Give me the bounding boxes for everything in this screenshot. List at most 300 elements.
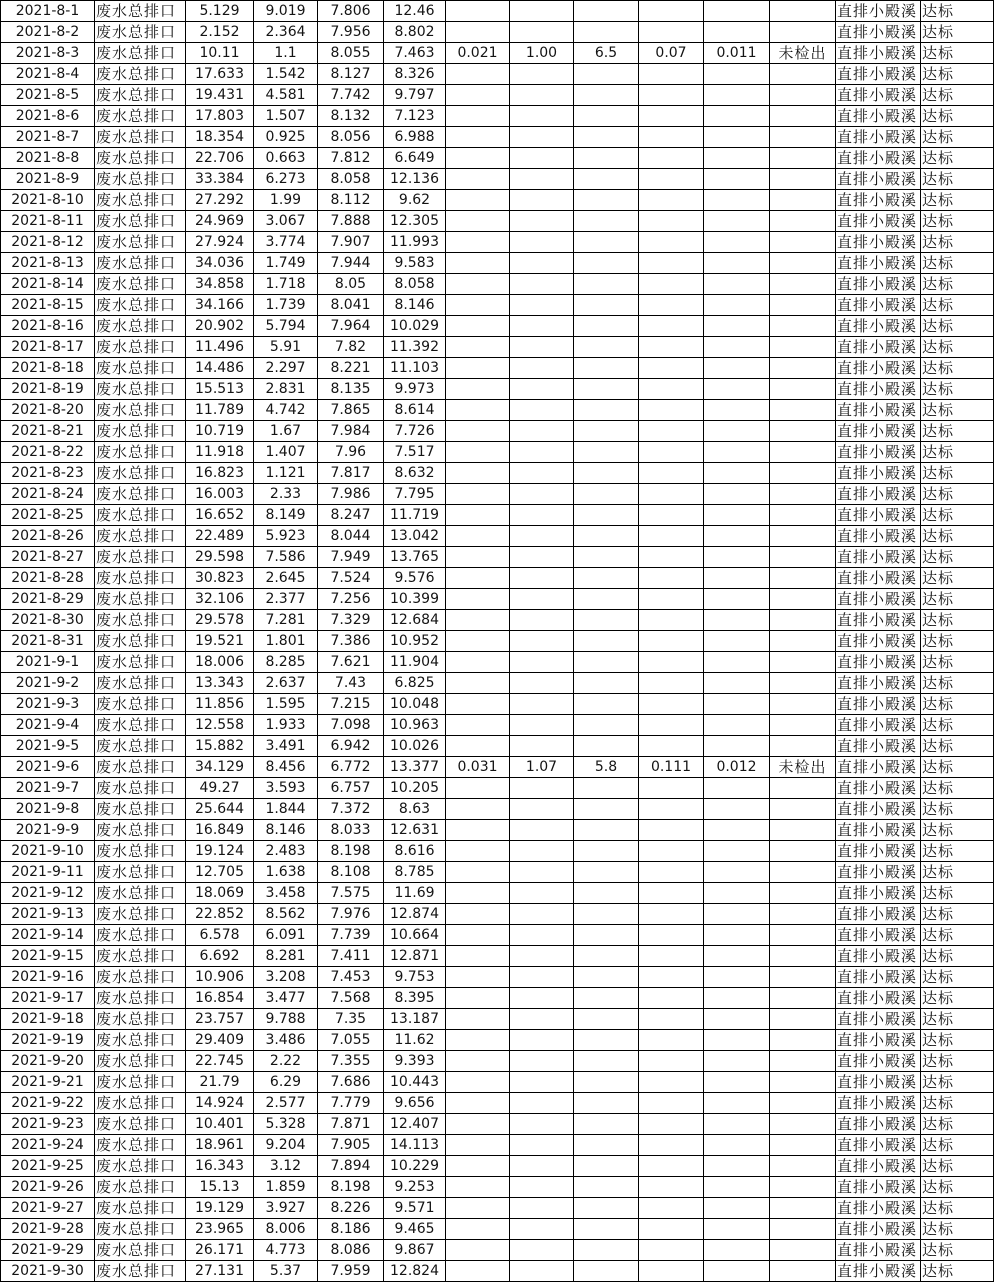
cell-value1[interactable]: 22.489	[186, 526, 254, 547]
cell-value8[interactable]	[639, 652, 704, 673]
cell-value1[interactable]: 11.789	[186, 400, 254, 421]
cell-value7[interactable]	[574, 1261, 639, 1282]
cell-value3[interactable]: 8.055	[318, 43, 384, 64]
cell-value7[interactable]	[574, 1135, 639, 1156]
cell-value9[interactable]	[704, 295, 770, 316]
cell-value5[interactable]	[446, 925, 510, 946]
cell-value8[interactable]	[639, 694, 704, 715]
cell-value9[interactable]	[704, 568, 770, 589]
cell-value5[interactable]	[446, 1009, 510, 1030]
cell-value4[interactable]: 11.719	[384, 505, 446, 526]
cell-date[interactable]: 2021-8-2	[1, 22, 95, 43]
cell-value6[interactable]	[510, 967, 574, 988]
cell-value5[interactable]	[446, 736, 510, 757]
cell-discharge[interactable]: 直排小殿溪	[836, 232, 921, 253]
cell-value9[interactable]	[704, 1198, 770, 1219]
cell-value3[interactable]: 8.041	[318, 295, 384, 316]
cell-value2[interactable]: 9.788	[254, 1009, 318, 1030]
cell-value4[interactable]: 10.664	[384, 925, 446, 946]
cell-value3[interactable]: 7.949	[318, 547, 384, 568]
cell-value8[interactable]	[639, 379, 704, 400]
cell-discharge[interactable]: 直排小殿溪	[836, 400, 921, 421]
cell-date[interactable]: 2021-8-16	[1, 316, 95, 337]
cell-value4[interactable]: 13.042	[384, 526, 446, 547]
cell-value8[interactable]	[639, 799, 704, 820]
cell-discharge[interactable]: 直排小殿溪	[836, 568, 921, 589]
cell-discharge[interactable]: 直排小殿溪	[836, 274, 921, 295]
cell-value8[interactable]	[639, 1219, 704, 1240]
cell-value7[interactable]	[574, 190, 639, 211]
cell-standard[interactable]: 达标	[921, 43, 994, 64]
cell-discharge[interactable]: 直排小殿溪	[836, 841, 921, 862]
cell-value9[interactable]	[704, 778, 770, 799]
cell-value1[interactable]: 24.969	[186, 211, 254, 232]
cell-value5[interactable]	[446, 673, 510, 694]
cell-standard[interactable]: 达标	[921, 799, 994, 820]
cell-value3[interactable]: 8.108	[318, 862, 384, 883]
cell-standard[interactable]: 达标	[921, 589, 994, 610]
cell-value2[interactable]: 2.637	[254, 673, 318, 694]
cell-standard[interactable]: 达标	[921, 442, 994, 463]
cell-value8[interactable]	[639, 421, 704, 442]
cell-detect[interactable]	[770, 85, 836, 106]
cell-value1[interactable]: 34.858	[186, 274, 254, 295]
cell-outlet[interactable]: 废水总排口	[95, 925, 186, 946]
cell-value7[interactable]	[574, 736, 639, 757]
cell-value1[interactable]: 19.431	[186, 85, 254, 106]
cell-discharge[interactable]: 直排小殿溪	[836, 190, 921, 211]
cell-outlet[interactable]: 废水总排口	[95, 106, 186, 127]
cell-detect[interactable]	[770, 526, 836, 547]
cell-value2[interactable]: 1.407	[254, 442, 318, 463]
cell-value3[interactable]: 8.044	[318, 526, 384, 547]
cell-value1[interactable]: 18.006	[186, 652, 254, 673]
cell-standard[interactable]: 达标	[921, 568, 994, 589]
cell-value3[interactable]: 7.372	[318, 799, 384, 820]
cell-date[interactable]: 2021-9-19	[1, 1030, 95, 1051]
cell-standard[interactable]: 达标	[921, 190, 994, 211]
cell-value6[interactable]	[510, 1240, 574, 1261]
cell-value9[interactable]	[704, 64, 770, 85]
cell-value4[interactable]: 6.649	[384, 148, 446, 169]
cell-value5[interactable]	[446, 904, 510, 925]
cell-discharge[interactable]: 直排小殿溪	[836, 358, 921, 379]
cell-value7[interactable]	[574, 820, 639, 841]
cell-value4[interactable]: 12.631	[384, 820, 446, 841]
cell-value6[interactable]	[510, 736, 574, 757]
cell-value6[interactable]	[510, 148, 574, 169]
cell-value7[interactable]	[574, 652, 639, 673]
cell-value1[interactable]: 16.849	[186, 820, 254, 841]
cell-date[interactable]: 2021-8-5	[1, 85, 95, 106]
cell-value7[interactable]	[574, 316, 639, 337]
cell-value5[interactable]	[446, 778, 510, 799]
cell-value1[interactable]: 16.823	[186, 463, 254, 484]
cell-value8[interactable]	[639, 442, 704, 463]
cell-outlet[interactable]: 废水总排口	[95, 85, 186, 106]
cell-date[interactable]: 2021-8-4	[1, 64, 95, 85]
cell-discharge[interactable]: 直排小殿溪	[836, 505, 921, 526]
cell-value5[interactable]	[446, 295, 510, 316]
cell-value4[interactable]: 8.058	[384, 274, 446, 295]
cell-outlet[interactable]: 废水总排口	[95, 295, 186, 316]
cell-discharge[interactable]: 直排小殿溪	[836, 1261, 921, 1282]
cell-value7[interactable]	[574, 1240, 639, 1261]
cell-value9[interactable]: 0.012	[704, 757, 770, 778]
cell-value6[interactable]	[510, 295, 574, 316]
cell-value8[interactable]	[639, 1, 704, 22]
cell-date[interactable]: 2021-8-27	[1, 547, 95, 568]
cell-value4[interactable]: 11.62	[384, 1030, 446, 1051]
cell-value5[interactable]	[446, 1, 510, 22]
cell-value3[interactable]: 7.888	[318, 211, 384, 232]
cell-value3[interactable]: 8.058	[318, 169, 384, 190]
cell-value6[interactable]	[510, 1072, 574, 1093]
cell-detect[interactable]	[770, 1219, 836, 1240]
cell-standard[interactable]: 达标	[921, 295, 994, 316]
cell-date[interactable]: 2021-9-7	[1, 778, 95, 799]
cell-value5[interactable]	[446, 883, 510, 904]
cell-value4[interactable]: 8.616	[384, 841, 446, 862]
cell-value8[interactable]	[639, 211, 704, 232]
cell-value2[interactable]: 2.577	[254, 1093, 318, 1114]
cell-detect[interactable]	[770, 988, 836, 1009]
cell-value3[interactable]: 7.453	[318, 967, 384, 988]
cell-value6[interactable]	[510, 610, 574, 631]
cell-outlet[interactable]: 废水总排口	[95, 316, 186, 337]
cell-value7[interactable]	[574, 274, 639, 295]
cell-outlet[interactable]: 废水总排口	[95, 1, 186, 22]
cell-value6[interactable]	[510, 337, 574, 358]
cell-discharge[interactable]: 直排小殿溪	[836, 988, 921, 1009]
cell-value9[interactable]	[704, 232, 770, 253]
cell-value6[interactable]	[510, 1030, 574, 1051]
cell-value2[interactable]: 2.483	[254, 841, 318, 862]
cell-value5[interactable]	[446, 1114, 510, 1135]
cell-value2[interactable]: 8.281	[254, 946, 318, 967]
cell-value7[interactable]	[574, 22, 639, 43]
cell-value1[interactable]: 15.513	[186, 379, 254, 400]
cell-value3[interactable]: 8.247	[318, 505, 384, 526]
cell-value8[interactable]	[639, 1177, 704, 1198]
cell-value4[interactable]: 12.684	[384, 610, 446, 631]
cell-standard[interactable]: 达标	[921, 967, 994, 988]
cell-value2[interactable]: 0.663	[254, 148, 318, 169]
cell-discharge[interactable]: 直排小殿溪	[836, 589, 921, 610]
cell-standard[interactable]: 达标	[921, 211, 994, 232]
cell-value5[interactable]	[446, 1198, 510, 1219]
cell-date[interactable]: 2021-9-5	[1, 736, 95, 757]
cell-value1[interactable]: 29.409	[186, 1030, 254, 1051]
cell-standard[interactable]: 达标	[921, 673, 994, 694]
cell-outlet[interactable]: 废水总排口	[95, 379, 186, 400]
cell-value7[interactable]	[574, 253, 639, 274]
cell-value9[interactable]	[704, 400, 770, 421]
cell-value4[interactable]: 8.63	[384, 799, 446, 820]
cell-date[interactable]: 2021-9-28	[1, 1219, 95, 1240]
cell-detect[interactable]	[770, 379, 836, 400]
cell-value7[interactable]	[574, 442, 639, 463]
cell-standard[interactable]: 达标	[921, 1198, 994, 1219]
cell-standard[interactable]: 达标	[921, 505, 994, 526]
cell-value2[interactable]: 8.146	[254, 820, 318, 841]
cell-value6[interactable]	[510, 211, 574, 232]
cell-value8[interactable]	[639, 589, 704, 610]
cell-value1[interactable]: 2.152	[186, 22, 254, 43]
cell-discharge[interactable]: 直排小殿溪	[836, 337, 921, 358]
cell-value4[interactable]: 9.253	[384, 1177, 446, 1198]
cell-value3[interactable]: 8.186	[318, 1219, 384, 1240]
cell-detect[interactable]	[770, 316, 836, 337]
cell-detect[interactable]	[770, 463, 836, 484]
cell-value2[interactable]: 8.285	[254, 652, 318, 673]
cell-discharge[interactable]: 直排小殿溪	[836, 484, 921, 505]
cell-value9[interactable]	[704, 379, 770, 400]
cell-value8[interactable]: 0.07	[639, 43, 704, 64]
cell-detect[interactable]	[770, 967, 836, 988]
cell-value7[interactable]	[574, 778, 639, 799]
cell-value9[interactable]	[704, 190, 770, 211]
cell-value2[interactable]: 1.1	[254, 43, 318, 64]
cell-value6[interactable]	[510, 820, 574, 841]
cell-detect[interactable]	[770, 715, 836, 736]
cell-detect[interactable]	[770, 1135, 836, 1156]
cell-value3[interactable]: 7.621	[318, 652, 384, 673]
cell-standard[interactable]: 达标	[921, 148, 994, 169]
cell-value3[interactable]: 7.524	[318, 568, 384, 589]
cell-value4[interactable]: 9.571	[384, 1198, 446, 1219]
cell-value9[interactable]	[704, 946, 770, 967]
cell-value7[interactable]	[574, 1, 639, 22]
cell-value7[interactable]	[574, 694, 639, 715]
cell-value8[interactable]	[639, 1240, 704, 1261]
cell-standard[interactable]: 达标	[921, 862, 994, 883]
cell-value6[interactable]	[510, 190, 574, 211]
cell-value1[interactable]: 15.882	[186, 736, 254, 757]
cell-value8[interactable]	[639, 316, 704, 337]
cell-value7[interactable]	[574, 526, 639, 547]
cell-value5[interactable]	[446, 1051, 510, 1072]
cell-standard[interactable]: 达标	[921, 715, 994, 736]
cell-value6[interactable]	[510, 1177, 574, 1198]
cell-value5[interactable]	[446, 253, 510, 274]
cell-detect[interactable]	[770, 64, 836, 85]
cell-value4[interactable]: 6.988	[384, 127, 446, 148]
cell-value9[interactable]	[704, 1135, 770, 1156]
cell-value6[interactable]	[510, 1051, 574, 1072]
cell-discharge[interactable]: 直排小殿溪	[836, 148, 921, 169]
cell-discharge[interactable]: 直排小殿溪	[836, 904, 921, 925]
cell-outlet[interactable]: 废水总排口	[95, 1261, 186, 1282]
cell-discharge[interactable]: 直排小殿溪	[836, 1177, 921, 1198]
cell-value6[interactable]	[510, 484, 574, 505]
cell-value3[interactable]: 7.256	[318, 589, 384, 610]
cell-discharge[interactable]: 直排小殿溪	[836, 22, 921, 43]
cell-value3[interactable]: 7.055	[318, 1030, 384, 1051]
cell-value3[interactable]: 7.905	[318, 1135, 384, 1156]
cell-value3[interactable]: 8.086	[318, 1240, 384, 1261]
cell-value2[interactable]: 1.542	[254, 64, 318, 85]
cell-value6[interactable]	[510, 316, 574, 337]
cell-outlet[interactable]: 废水总排口	[95, 484, 186, 505]
cell-value9[interactable]	[704, 652, 770, 673]
cell-value8[interactable]	[639, 1030, 704, 1051]
cell-value2[interactable]: 5.37	[254, 1261, 318, 1282]
cell-date[interactable]: 2021-8-18	[1, 358, 95, 379]
cell-discharge[interactable]: 直排小殿溪	[836, 1219, 921, 1240]
cell-date[interactable]: 2021-8-25	[1, 505, 95, 526]
cell-outlet[interactable]: 废水总排口	[95, 1240, 186, 1261]
cell-value9[interactable]	[704, 1093, 770, 1114]
cell-value5[interactable]: 0.031	[446, 757, 510, 778]
cell-outlet[interactable]: 废水总排口	[95, 526, 186, 547]
cell-value7[interactable]	[574, 967, 639, 988]
cell-date[interactable]: 2021-8-13	[1, 253, 95, 274]
cell-value9[interactable]	[704, 253, 770, 274]
cell-value7[interactable]	[574, 925, 639, 946]
cell-date[interactable]: 2021-9-23	[1, 1114, 95, 1135]
cell-date[interactable]: 2021-8-9	[1, 169, 95, 190]
cell-date[interactable]: 2021-9-21	[1, 1072, 95, 1093]
cell-value4[interactable]: 12.46	[384, 1, 446, 22]
cell-detect[interactable]	[770, 211, 836, 232]
cell-value5[interactable]	[446, 841, 510, 862]
cell-standard[interactable]: 达标	[921, 169, 994, 190]
cell-date[interactable]: 2021-9-18	[1, 1009, 95, 1030]
cell-value3[interactable]: 8.112	[318, 190, 384, 211]
cell-value6[interactable]	[510, 379, 574, 400]
cell-detect[interactable]: 未检出	[770, 757, 836, 778]
cell-value3[interactable]: 7.739	[318, 925, 384, 946]
cell-value2[interactable]: 4.773	[254, 1240, 318, 1261]
cell-value7[interactable]	[574, 232, 639, 253]
cell-value7[interactable]: 6.5	[574, 43, 639, 64]
cell-value2[interactable]: 6.29	[254, 1072, 318, 1093]
cell-value8[interactable]	[639, 1114, 704, 1135]
cell-discharge[interactable]: 直排小殿溪	[836, 211, 921, 232]
cell-date[interactable]: 2021-8-15	[1, 295, 95, 316]
cell-discharge[interactable]: 直排小殿溪	[836, 1051, 921, 1072]
cell-value6[interactable]	[510, 1219, 574, 1240]
cell-detect[interactable]	[770, 169, 836, 190]
cell-outlet[interactable]: 废水总排口	[95, 652, 186, 673]
cell-date[interactable]: 2021-8-11	[1, 211, 95, 232]
cell-outlet[interactable]: 废水总排口	[95, 778, 186, 799]
cell-value5[interactable]	[446, 715, 510, 736]
cell-outlet[interactable]: 废水总排口	[95, 736, 186, 757]
cell-value6[interactable]	[510, 1198, 574, 1219]
cell-outlet[interactable]: 废水总排口	[95, 505, 186, 526]
cell-value6[interactable]	[510, 988, 574, 1009]
cell-standard[interactable]: 达标	[921, 820, 994, 841]
cell-value6[interactable]	[510, 64, 574, 85]
cell-value9[interactable]	[704, 505, 770, 526]
cell-detect[interactable]	[770, 1198, 836, 1219]
cell-value9[interactable]	[704, 127, 770, 148]
cell-value8[interactable]	[639, 148, 704, 169]
cell-standard[interactable]: 达标	[921, 652, 994, 673]
cell-value1[interactable]: 10.719	[186, 421, 254, 442]
cell-discharge[interactable]: 直排小殿溪	[836, 946, 921, 967]
cell-value5[interactable]	[446, 799, 510, 820]
cell-value2[interactable]: 6.091	[254, 925, 318, 946]
cell-value9[interactable]	[704, 547, 770, 568]
cell-value8[interactable]	[639, 820, 704, 841]
cell-value1[interactable]: 32.106	[186, 589, 254, 610]
cell-value9[interactable]	[704, 169, 770, 190]
cell-value5[interactable]	[446, 568, 510, 589]
cell-value7[interactable]	[574, 547, 639, 568]
cell-detect[interactable]	[770, 1051, 836, 1072]
cell-value6[interactable]	[510, 1261, 574, 1282]
cell-date[interactable]: 2021-9-22	[1, 1093, 95, 1114]
cell-value2[interactable]: 3.458	[254, 883, 318, 904]
cell-value3[interactable]: 7.956	[318, 22, 384, 43]
cell-value4[interactable]: 8.802	[384, 22, 446, 43]
cell-value8[interactable]	[639, 568, 704, 589]
cell-value8[interactable]	[639, 358, 704, 379]
cell-value2[interactable]: 1.121	[254, 463, 318, 484]
cell-date[interactable]: 2021-9-17	[1, 988, 95, 1009]
cell-outlet[interactable]: 废水总排口	[95, 421, 186, 442]
cell-detect[interactable]	[770, 1072, 836, 1093]
cell-value9[interactable]	[704, 1, 770, 22]
cell-value9[interactable]	[704, 526, 770, 547]
cell-value3[interactable]: 7.575	[318, 883, 384, 904]
cell-value6[interactable]	[510, 1093, 574, 1114]
cell-standard[interactable]: 达标	[921, 778, 994, 799]
cell-value7[interactable]	[574, 211, 639, 232]
cell-value9[interactable]	[704, 841, 770, 862]
cell-value8[interactable]	[639, 1072, 704, 1093]
cell-value1[interactable]: 10.401	[186, 1114, 254, 1135]
cell-value7[interactable]	[574, 1219, 639, 1240]
cell-outlet[interactable]: 废水总排口	[95, 967, 186, 988]
cell-value3[interactable]: 7.742	[318, 85, 384, 106]
cell-value2[interactable]: 3.927	[254, 1198, 318, 1219]
cell-value1[interactable]: 18.069	[186, 883, 254, 904]
cell-discharge[interactable]: 直排小殿溪	[836, 1072, 921, 1093]
cell-value3[interactable]: 6.772	[318, 757, 384, 778]
cell-value5[interactable]	[446, 106, 510, 127]
cell-value8[interactable]: 0.111	[639, 757, 704, 778]
cell-value6[interactable]	[510, 85, 574, 106]
cell-outlet[interactable]: 废水总排口	[95, 1009, 186, 1030]
cell-discharge[interactable]: 直排小殿溪	[836, 652, 921, 673]
cell-value4[interactable]: 12.305	[384, 211, 446, 232]
cell-outlet[interactable]: 废水总排口	[95, 883, 186, 904]
cell-standard[interactable]: 达标	[921, 1051, 994, 1072]
cell-value4[interactable]: 9.867	[384, 1240, 446, 1261]
cell-value8[interactable]	[639, 505, 704, 526]
cell-value9[interactable]	[704, 1030, 770, 1051]
cell-detect[interactable]	[770, 127, 836, 148]
cell-discharge[interactable]: 直排小殿溪	[836, 1030, 921, 1051]
cell-value8[interactable]	[639, 1156, 704, 1177]
cell-date[interactable]: 2021-9-8	[1, 799, 95, 820]
cell-standard[interactable]: 达标	[921, 1156, 994, 1177]
cell-discharge[interactable]: 直排小殿溪	[836, 106, 921, 127]
cell-standard[interactable]: 达标	[921, 400, 994, 421]
cell-discharge[interactable]: 直排小殿溪	[836, 1, 921, 22]
cell-outlet[interactable]: 废水总排口	[95, 43, 186, 64]
cell-discharge[interactable]: 直排小殿溪	[836, 1114, 921, 1135]
cell-date[interactable]: 2021-9-12	[1, 883, 95, 904]
cell-value1[interactable]: 16.652	[186, 505, 254, 526]
cell-standard[interactable]: 达标	[921, 358, 994, 379]
cell-value8[interactable]	[639, 1261, 704, 1282]
cell-value7[interactable]	[574, 337, 639, 358]
